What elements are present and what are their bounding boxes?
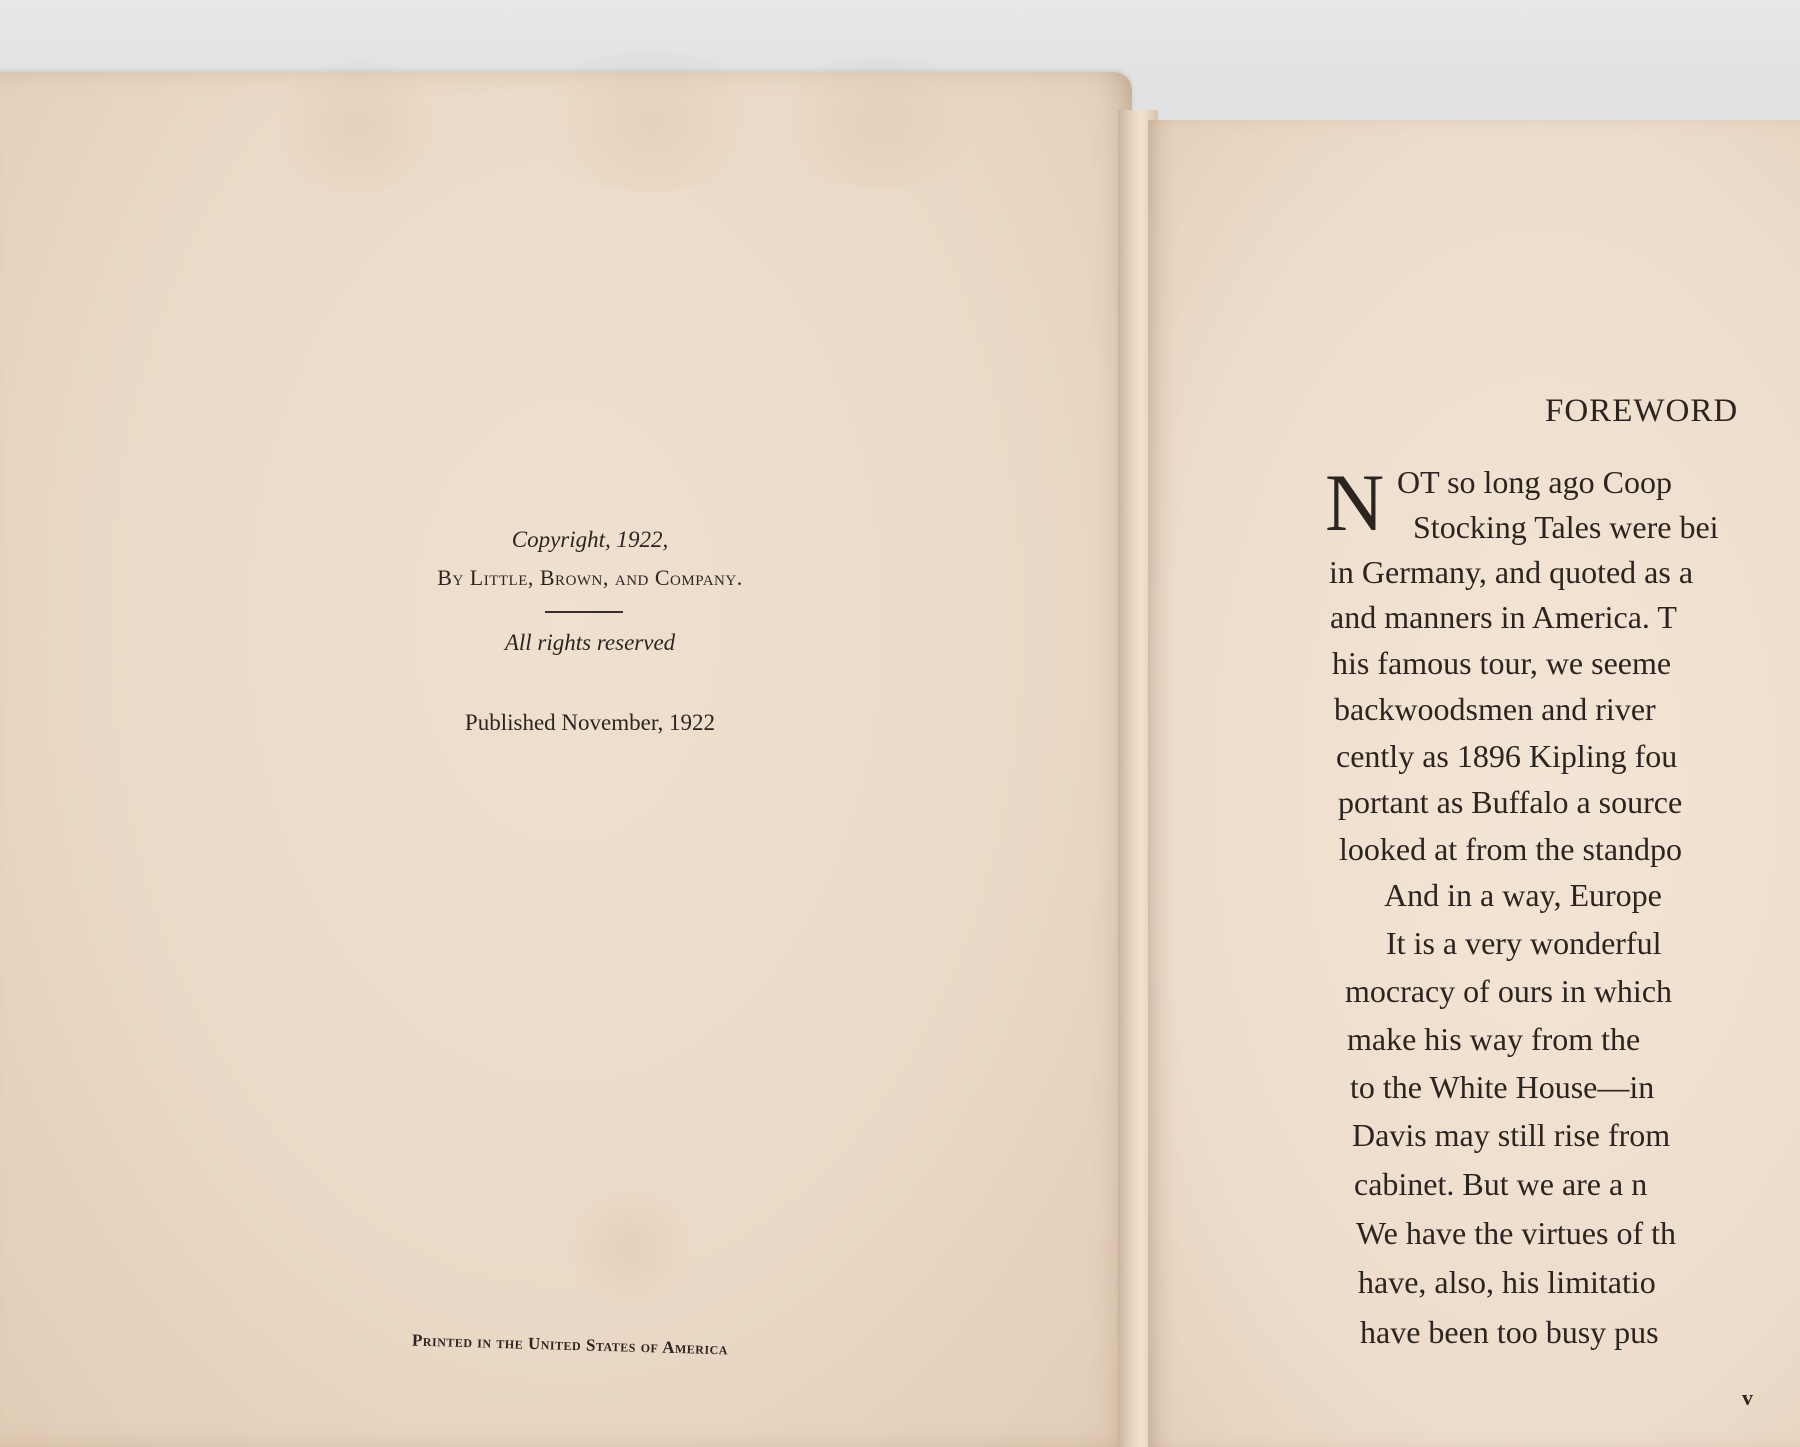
text-line: mocracy of ours in which (1345, 973, 1673, 1009)
text-line: It is a very wonderful (1386, 925, 1662, 961)
water-stain (260, 62, 460, 192)
text-line: to the White House—in (1350, 1069, 1655, 1105)
text-line: portant as Buffalo a source (1338, 784, 1683, 820)
text-line: his famous tour, we seeme (1332, 645, 1672, 681)
text-line: make his way from the (1347, 1021, 1641, 1057)
published-line: Published November, 1922 (464, 710, 716, 735)
text-line: have been too busy pus (1360, 1314, 1659, 1350)
text-line: backwoodsmen and river (1334, 691, 1656, 727)
publisher-line: By Little, Brown, and Company. (437, 565, 743, 590)
drop-cap: N (1325, 457, 1385, 548)
foreword-heading: FOREWORD (1545, 393, 1739, 429)
page-number: v (1742, 1385, 1753, 1410)
text-line: and manners in America. T (1330, 599, 1677, 635)
foxing-spot (560, 1192, 700, 1302)
copyright-line: Copyright, 1922, (511, 527, 669, 552)
text-line: Davis may still rise from (1352, 1117, 1671, 1153)
text-line: cently as 1896 Kipling fou (1336, 738, 1678, 774)
text-line: looked at from the standpo (1339, 831, 1683, 867)
text-line: cabinet. But we are a n (1354, 1166, 1648, 1202)
printed-in-line: Printed in the United States of America (411, 1330, 729, 1359)
text-line: in Germany, and quoted as a (1329, 554, 1694, 590)
text-line: We have the virtues of th (1356, 1215, 1676, 1251)
rights-line: All rights reserved (504, 630, 676, 655)
left-page (0, 72, 1132, 1447)
divider-rule (545, 611, 623, 613)
text-line: And in a way, Europe (1384, 877, 1662, 913)
water-stain (520, 52, 780, 192)
text-line: OT so long ago Coop (1397, 464, 1672, 500)
text-line: Stocking Tales were bei (1413, 509, 1719, 545)
water-stain (760, 57, 1000, 187)
text-line: have, also, his limitatio (1358, 1264, 1656, 1300)
